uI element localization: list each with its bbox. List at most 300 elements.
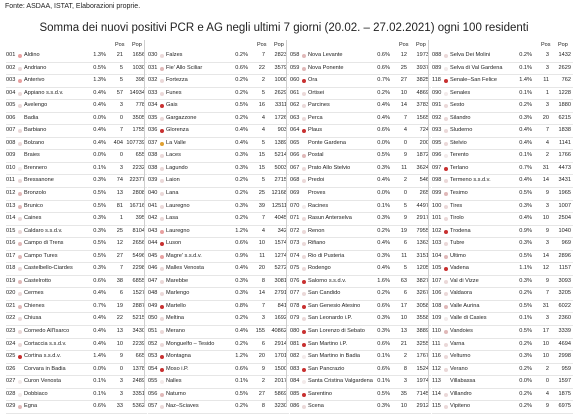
row-pos: 4	[545, 390, 549, 397]
row-pos: 8	[261, 403, 265, 410]
table-header	[6, 40, 147, 50]
row-pop: 1524	[416, 365, 429, 372]
row-pos: 11	[259, 252, 265, 259]
table-row	[432, 389, 573, 402]
row-code: 077	[290, 290, 300, 297]
row-percent: 0.3%	[93, 177, 106, 184]
row-municipality: Predoi	[308, 177, 325, 184]
row-municipality: San Candido	[308, 290, 341, 297]
row-percent: 1.2%	[235, 353, 248, 360]
row-pos: 17	[542, 328, 549, 335]
row-pos: 3	[545, 202, 549, 209]
table-column	[290, 40, 431, 414]
row-pos: 2	[403, 353, 407, 360]
row-pos: 2	[545, 365, 549, 372]
table-column	[432, 40, 573, 414]
table-row	[432, 88, 573, 101]
row-code: 101	[432, 215, 442, 222]
row-pop: 7145	[416, 390, 429, 397]
status-dot	[444, 117, 448, 121]
status-dot	[18, 142, 22, 146]
row-percent: 1.4%	[93, 353, 106, 360]
row-municipality: Campo Tures	[24, 252, 58, 259]
row-municipality: Andriano	[24, 64, 47, 71]
row-municipality: Selva Dei Molini	[450, 52, 491, 58]
status-dot	[18, 192, 22, 196]
row-pos: 14	[542, 177, 549, 184]
row-code: 070	[290, 202, 300, 209]
row-percent: 0.4%	[377, 265, 390, 272]
row-municipality: La Valle	[166, 139, 186, 146]
status-dot	[302, 117, 306, 121]
row-pop: 3624	[416, 164, 429, 171]
table-row	[6, 364, 147, 377]
status-dot	[160, 117, 164, 121]
row-percent: 0.4%	[377, 102, 390, 109]
row-municipality: Ponte Gardena	[308, 139, 346, 146]
row-pop: 2823	[274, 52, 287, 58]
row-pop: 2017	[274, 378, 287, 385]
row-pos: 27	[400, 77, 407, 84]
row-pos: 14	[258, 290, 265, 297]
row-municipality: Fortezza	[166, 77, 188, 84]
row-percent: 0.5%	[93, 202, 106, 209]
row-percent: 0.0%	[93, 365, 106, 372]
row-code: 066	[290, 152, 300, 159]
row-pop: 665	[135, 353, 145, 360]
row-code: 064	[290, 127, 300, 134]
row-municipality: Nalles	[166, 378, 182, 385]
row-percent: 0.7%	[519, 164, 532, 171]
row-pop: 1726	[274, 114, 287, 121]
row-pos: 5	[119, 77, 123, 84]
status-dot	[302, 167, 306, 171]
table-header	[148, 40, 289, 50]
status-dot	[160, 292, 164, 296]
row-code: 053	[148, 353, 158, 360]
row-percent: 0.5%	[519, 302, 532, 309]
row-pop: 1274	[274, 252, 287, 259]
status-dot	[444, 67, 448, 71]
status-dot	[18, 54, 22, 58]
row-pop: 5272	[274, 265, 287, 272]
row-code: 116	[432, 353, 441, 360]
row-municipality: Brunico	[24, 202, 43, 209]
row-code: 027	[6, 378, 16, 385]
status-dot	[160, 92, 164, 96]
row-pop: 3827	[416, 277, 429, 284]
row-pop: 40862	[271, 328, 287, 335]
row-municipality: Badia	[24, 114, 39, 121]
table-column	[148, 40, 289, 414]
status-dot	[444, 368, 448, 372]
row-pop: 3151	[416, 252, 429, 259]
row-pop: 1040	[558, 227, 571, 234]
row-code: 115	[432, 403, 441, 410]
row-municipality: Monguelfo – Tesido	[166, 340, 215, 347]
row-municipality: Tires	[450, 202, 463, 209]
table-row	[432, 75, 573, 88]
status-dot	[160, 205, 164, 209]
row-pos: 21	[400, 340, 407, 347]
row-pos: 2	[261, 77, 265, 84]
row-pos: 15	[258, 152, 265, 159]
status-dot	[444, 92, 448, 96]
row-municipality: San Martino in Badia	[308, 353, 360, 360]
row-pop: 1389	[274, 139, 287, 146]
status-dot	[444, 230, 448, 234]
row-pop: 1767	[416, 353, 429, 360]
row-pop: 2232	[132, 164, 145, 171]
row-pop: 342	[277, 227, 287, 234]
status-dot	[302, 393, 306, 397]
row-pop: 4869	[416, 89, 429, 96]
table-row	[6, 75, 147, 88]
table-row	[290, 401, 431, 414]
table-row	[148, 75, 289, 88]
row-municipality: Sluderno	[450, 127, 473, 134]
table-row	[148, 389, 289, 402]
row-pop: 1378	[132, 365, 145, 372]
row-pos: 3	[403, 378, 407, 385]
row-municipality: Ortisei	[308, 89, 325, 96]
row-code: 026	[6, 365, 16, 372]
status-dot	[444, 280, 448, 284]
table-row	[432, 263, 573, 276]
row-pop: 8104	[132, 227, 145, 234]
table-row	[290, 301, 431, 314]
status-dot	[302, 305, 306, 309]
status-dot	[302, 179, 306, 183]
table-row	[432, 313, 573, 326]
row-code: 037	[148, 139, 158, 146]
row-code: 107	[432, 277, 442, 284]
row-municipality: Moso i.P.	[166, 365, 189, 372]
row-code: 075	[290, 265, 300, 272]
row-pos: 3	[545, 52, 549, 58]
row-code: 063	[290, 114, 300, 121]
row-pos: 7	[119, 265, 123, 272]
row-municipality: Ultimo	[450, 252, 466, 259]
row-percent: 0.5%	[235, 390, 248, 397]
row-pop: 6975	[558, 403, 571, 410]
status-dot	[160, 104, 164, 108]
status-dot	[18, 129, 22, 133]
row-pos: 63	[400, 277, 407, 284]
header-pos: Pos	[541, 42, 551, 48]
row-pos: 27	[116, 252, 123, 259]
row-percent: 0.6%	[377, 365, 390, 372]
row-municipality: San Lorenzo di Sebato	[308, 328, 365, 335]
row-municipality: Lana	[166, 190, 179, 197]
header-pop: Pop	[558, 42, 568, 48]
row-code: 073	[290, 240, 300, 247]
row-code: 015	[6, 227, 16, 234]
row-municipality: Cortaccia s.s.d.v.	[24, 340, 67, 347]
row-percent: 1.4%	[519, 77, 532, 84]
status-dot	[302, 104, 306, 108]
row-pos: 3	[119, 390, 123, 397]
table-row	[6, 175, 147, 188]
row-municipality: Vandoies	[450, 328, 473, 335]
row-code: 012	[6, 190, 16, 197]
table-row	[6, 313, 147, 326]
row-percent: 0.3%	[519, 353, 532, 360]
row-municipality: Plaus	[308, 127, 322, 134]
row-code: 011	[6, 177, 15, 184]
row-percent: 0.2%	[235, 215, 248, 222]
row-pop: 655	[135, 152, 145, 159]
row-pos: 0	[119, 365, 123, 372]
status-dot	[302, 368, 306, 372]
row-pos: 9	[119, 353, 123, 360]
table-row	[432, 213, 573, 226]
row-pop: 2917	[416, 215, 429, 222]
row-municipality: Laion	[166, 177, 180, 184]
status-dot	[444, 343, 448, 347]
row-pop: 1838	[558, 127, 571, 134]
row-percent: 0.2%	[519, 52, 532, 58]
status-dot	[160, 405, 164, 409]
row-pos: 8	[261, 277, 265, 284]
row-code: 060	[290, 77, 300, 84]
row-pop: 3430	[132, 328, 145, 335]
row-pop: 2887	[132, 302, 145, 309]
row-percent: 0.3%	[235, 202, 248, 209]
row-pos: 0	[119, 152, 123, 159]
row-municipality: Castelrotto	[24, 277, 52, 284]
row-pos: 7	[545, 290, 549, 297]
row-percent: 0.6%	[93, 403, 106, 410]
row-pos: 10	[542, 353, 549, 360]
row-code: 114	[432, 390, 441, 397]
row-percent: 0.6%	[93, 277, 106, 284]
status-dot	[302, 242, 306, 246]
table-row	[148, 201, 289, 214]
row-pop: 6855	[132, 277, 145, 284]
row-percent: 0.6%	[235, 240, 248, 247]
table-row	[6, 201, 147, 214]
row-code: 088	[432, 52, 442, 58]
row-pos: 35	[400, 390, 407, 397]
row-pop: 5003	[274, 164, 287, 171]
row-pop: 1692	[274, 315, 287, 322]
row-percent: 0.0%	[377, 190, 390, 197]
row-code: 038	[148, 164, 158, 171]
row-pop: 12511	[271, 202, 287, 209]
status-dot	[160, 217, 164, 221]
row-pos: 5	[261, 139, 265, 146]
row-code: 098	[432, 177, 442, 184]
table-row	[290, 150, 431, 163]
row-pos: 13	[116, 328, 123, 335]
source-note: Fonte: ASDAA, ISTAT, Elaborazioni proprie.	[5, 3, 141, 10]
row-municipality: Cornedo All'Isarco	[24, 328, 70, 335]
row-municipality: Sarentino	[308, 390, 332, 397]
table-row	[432, 351, 573, 364]
row-code: 105	[432, 265, 442, 272]
row-percent: 0.4%	[93, 89, 106, 96]
row-pop: 2808	[132, 190, 145, 197]
status-dot	[302, 255, 306, 259]
row-municipality: Nova Ponente	[308, 64, 344, 71]
row-municipality: Campo di Trens	[24, 240, 64, 247]
row-pos: 5	[403, 265, 407, 272]
row-percent: 0.5%	[519, 252, 532, 259]
table-row	[6, 138, 147, 151]
row-municipality: San Pancrazio	[308, 365, 345, 372]
row-code: 016	[6, 240, 16, 247]
table-row	[6, 301, 147, 314]
row-code: 112	[432, 365, 441, 372]
row-pos: 5	[119, 64, 123, 71]
row-pop: 2914	[274, 340, 287, 347]
row-pos: 9	[545, 190, 549, 197]
table-row	[290, 113, 431, 126]
row-code: 021	[6, 302, 16, 309]
row-pos: 11	[543, 77, 549, 84]
status-dot	[160, 355, 164, 359]
row-percent: 0.3%	[377, 403, 390, 410]
table-row	[6, 213, 147, 226]
row-municipality: Lauregno	[166, 227, 190, 234]
status-dot	[18, 368, 22, 372]
row-municipality: Lauregno	[166, 202, 190, 209]
row-code: 113	[432, 378, 441, 385]
row-pop: 3431	[558, 177, 571, 184]
table-row	[290, 251, 431, 264]
row-pos: 12	[116, 240, 123, 247]
row-pop: 265	[419, 190, 429, 197]
row-pop: 4694	[558, 340, 571, 347]
status-dot	[18, 355, 22, 359]
row-pop: 4497	[416, 202, 429, 209]
row-percent: 0.1%	[519, 152, 532, 159]
row-municipality: Caldaro s.s.d.v.	[24, 227, 63, 234]
row-pop: 1701	[274, 353, 287, 360]
row-municipality: Tubre	[450, 240, 465, 247]
row-code: 110	[432, 328, 441, 335]
row-pop: 5215	[132, 315, 145, 322]
row-pop: 762	[561, 77, 571, 84]
status-dot	[18, 117, 22, 121]
status-dot	[160, 167, 164, 171]
row-code: 067	[290, 164, 300, 171]
table-row	[6, 389, 147, 402]
row-municipality: Prato Allo Stelvio	[308, 164, 351, 171]
row-pop: 1363	[416, 240, 429, 247]
row-pop: 1965	[558, 190, 571, 197]
row-municipality: Ora	[308, 77, 318, 84]
row-code: 080	[290, 328, 300, 335]
row-percent: 0.0%	[93, 114, 106, 121]
table-row	[148, 125, 289, 138]
row-code: 058	[290, 52, 300, 58]
row-municipality: Montagna	[166, 353, 191, 360]
row-percent: 0.6%	[377, 127, 390, 134]
row-percent: 0.2%	[377, 89, 390, 96]
row-municipality: Naz–Sciaves	[166, 403, 199, 410]
row-pop: 841	[277, 302, 287, 309]
row-pos: 39	[258, 202, 265, 209]
table-row	[432, 188, 573, 201]
status-dot	[160, 192, 164, 196]
row-municipality: Funes	[166, 89, 182, 96]
row-municipality: Gargazzone	[166, 114, 197, 121]
row-pos: 13	[400, 328, 407, 335]
row-percent: 0.3%	[377, 328, 390, 335]
status-dot	[18, 92, 22, 96]
row-code: 029	[6, 403, 16, 410]
row-pop: 3937	[416, 64, 429, 71]
row-code: 048	[148, 290, 158, 297]
row-pos: 7	[545, 127, 549, 134]
row-municipality: Velturno	[450, 353, 471, 360]
row-code: 103	[432, 240, 442, 247]
row-pos: 2	[403, 177, 407, 184]
status-dot	[18, 393, 22, 397]
row-code: 059	[290, 64, 300, 71]
column-divider	[144, 40, 145, 406]
table-row	[432, 125, 573, 138]
status-dot	[444, 129, 448, 133]
row-pop: 3579	[274, 64, 287, 71]
table-row	[290, 175, 431, 188]
row-percent: 0.3%	[235, 277, 248, 284]
row-pos: 6	[403, 240, 407, 247]
table-row	[290, 88, 431, 101]
row-pop: 3267	[416, 290, 429, 297]
row-code: 017	[6, 252, 16, 259]
status-dot	[160, 317, 164, 321]
row-municipality: Dobbiaco	[24, 390, 48, 397]
table-row	[148, 276, 289, 289]
row-pos: 10	[542, 340, 549, 347]
row-code: 100	[432, 202, 442, 209]
row-percent: 0.5%	[93, 190, 106, 197]
row-pos: 25	[400, 64, 407, 71]
row-pop: 5362	[132, 403, 145, 410]
row-pop: 2504	[558, 215, 571, 222]
row-pop: 3230	[274, 403, 287, 410]
table-row	[148, 313, 289, 326]
row-pos: 16	[258, 102, 265, 109]
row-code: 041	[148, 202, 158, 209]
row-code: 093	[432, 127, 442, 134]
status-dot	[160, 179, 164, 183]
row-code: 004	[6, 89, 16, 96]
table-row	[432, 301, 573, 314]
row-code: 043	[148, 227, 158, 234]
status-dot	[160, 154, 164, 158]
row-municipality: Caines	[24, 215, 42, 222]
row-pos: 0	[545, 378, 549, 385]
status-dot	[302, 154, 306, 158]
row-percent: 0.3%	[519, 240, 532, 247]
row-code: 097	[432, 164, 442, 171]
table-row	[290, 163, 431, 176]
row-pop: 1974	[416, 378, 429, 385]
table-row	[432, 63, 573, 76]
header-pop: Pop	[416, 42, 426, 48]
row-percent: 0.4%	[93, 102, 106, 109]
row-municipality: Bronzolo	[24, 190, 47, 197]
row-pop: 12168	[271, 190, 287, 197]
status-dot	[302, 343, 306, 347]
row-percent: 0.6%	[235, 365, 248, 372]
status-dot	[444, 405, 448, 409]
row-percent: 0.1%	[93, 390, 106, 397]
